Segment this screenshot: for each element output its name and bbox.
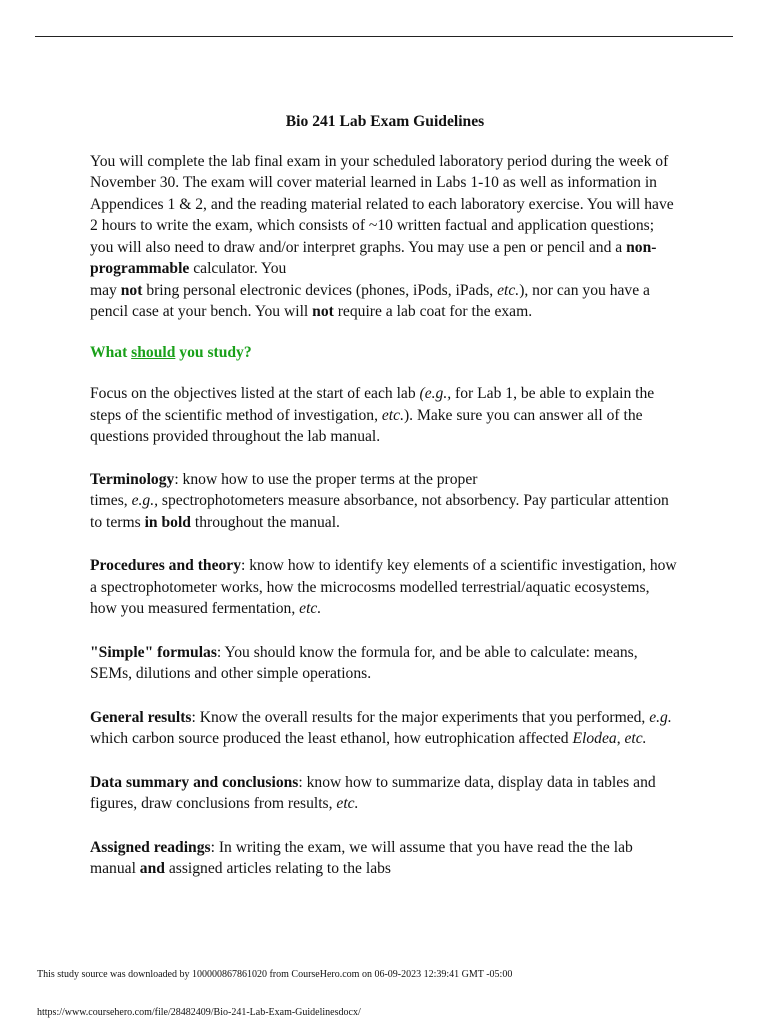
focus-paragraph [90,383,680,448]
formulas-text: : You should know the formula for, and be able to calculate: means, SEMs, dilutions and other simple operations. [90,643,638,682]
study-heading-pre: What [90,343,132,361]
focus-eg: (e.g., [419,385,452,402]
procedures-etc: etc. [299,600,322,617]
terminology-bold: in bold [144,513,191,531]
footer-url[interactable]: https://www.coursehero.com/file/28482409/Bio-241-Lab-Exam-Guidelinesdocx/ [37,1007,361,1018]
terminology-text-1: : know how to use the proper terms at the proper [174,470,478,488]
results-paragraph [90,707,680,750]
readings-bold-and: and [139,860,165,877]
procedures-label: Procedures and theory [90,557,242,574]
summary-etc: etc. [336,795,359,812]
formulas-paragraph [90,642,680,685]
summary-paragraph [90,772,680,815]
readings-text-1: : In writing the exam, we will assume that you have read the the lab manual [90,838,633,877]
summary-text: : know how to summarize data, display data in tables and figures, draw conclusions from results, [90,773,656,812]
formulas-label: "Simple" formulas [90,643,217,661]
results-text-2: which carbon source produced the least ethanol, how eutrophication affected [90,730,573,747]
results-label: General results [90,708,192,726]
results-text-3: , [616,730,625,747]
readings-paragraph [90,837,680,880]
intro-text-5: ), nor can you have a pencil case at your bench. You will [90,281,650,320]
intro-text-1: You will complete the lab final exam in your scheduled laboratory period during the week of November 30. The exam will cover material learned in Labs 1-10 as well as information in Appendices 1 & 2, and the reading material related to each laboratory exercise. You will have 2 hours to write the exam, which consists of ~10 written factual and application questions; you will also need to draw and/or interpret graphs. You may use a pen or pencil and a [90,152,674,256]
terminology-text-4: throughout the manual. [190,513,340,531]
results-eg: e.g. [649,708,672,726]
terminology-text-3: spectrophotometers measure absorbance, not absorbency. Pay particular attention to terms [90,492,669,531]
study-heading-should: should [131,343,176,361]
top-rule [35,36,733,37]
intro-text-2: calculator. You [189,260,287,277]
results-etc: etc. [624,730,647,747]
results-elodea: Elodea [572,730,617,747]
readings-text-2: assigned articles relating to the labs [164,860,391,877]
procedures-paragraph [90,555,680,620]
intro-etc: etc. [497,281,520,299]
intro-text-6: require a lab coat for the exam. [333,303,533,320]
terminology-paragraph [90,469,680,534]
page-title: Bio 241 Lab Exam Guidelines [285,113,485,130]
terminology-text-2: times, [90,492,132,509]
terminology-eg: e.g., [131,492,159,509]
document-body [90,111,680,899]
focus-text-1: Focus on the objectives listed at the start of each lab [90,385,420,402]
focus-text-2: for Lab 1, be able to explain the steps of the scientific method of investigation, [90,385,655,424]
focus-text-3: ). Make sure you can answer all of the questions provided throughout the lab manual. [90,406,643,445]
focus-etc: etc. [381,406,404,424]
summary-label: Data summary and conclusions [90,773,299,791]
procedures-text: : know how to identify key elements of a scientific investigation, how a spectrophotometer works, how the microcosms modelled terrestrial/aquatic ecosystems, how you measured fermentation, [90,557,677,617]
intro-paragraph [90,151,680,323]
intro-bold-not-1: not [120,281,143,299]
terminology-label: Terminology [90,470,175,488]
study-heading [90,342,680,364]
readings-label: Assigned readings [90,838,211,856]
intro-text-4: bring personal electronic devices (phones, iPods, iPads, [142,281,498,299]
results-text-1: : Know the overall results for the major experiments that you performed, [191,708,650,726]
footer-source-note: This study source was downloaded by 100000867861020 from CourseHero.com on 06-09-2023 12:39:41 GMT -05:00 [37,969,513,980]
intro-text-3: may [90,281,121,299]
study-heading-post: you study? [175,343,252,361]
intro-bold-not-2: not [312,303,334,320]
intro-bold-nonprogrammable: non-programmable [90,238,657,277]
